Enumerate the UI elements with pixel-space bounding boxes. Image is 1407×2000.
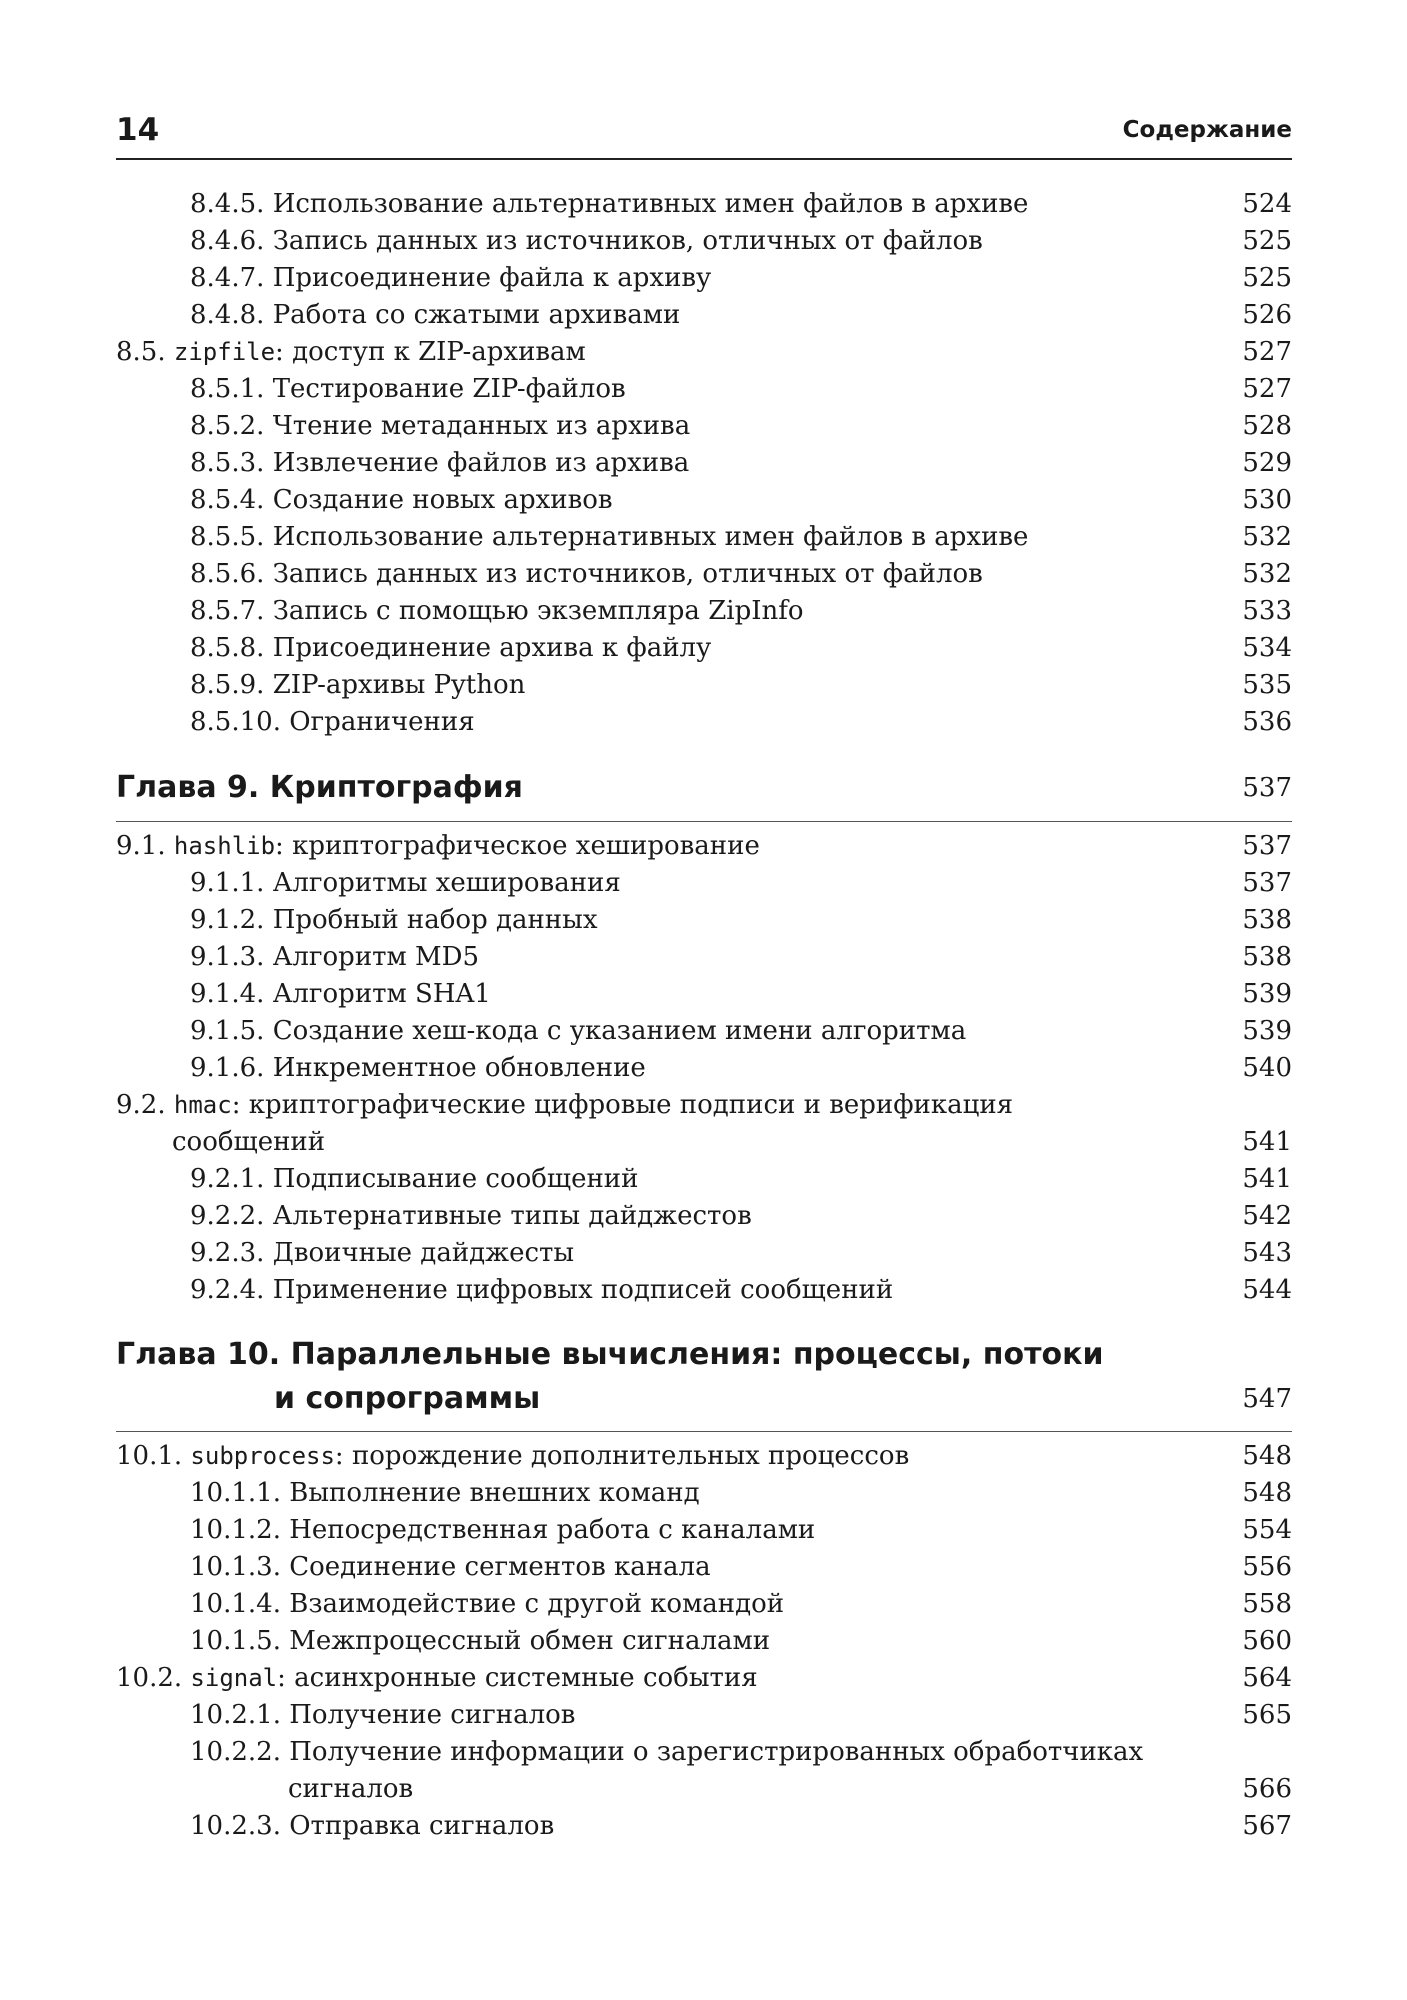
chapter-title-continuation: и сопрограммы <box>274 1381 541 1416</box>
toc-title: Получение сигналов <box>289 1700 576 1730</box>
toc-page-number: 548 <box>1242 1441 1292 1471</box>
toc-number: 9.2.2. <box>190 1201 265 1231</box>
toc-entry[interactable] <box>116 371 1292 408</box>
toc-page-number: 524 <box>1242 189 1292 219</box>
toc-page-number: 541 <box>1242 1164 1292 1194</box>
toc-page-number: 538 <box>1242 942 1292 972</box>
toc-entry[interactable] <box>116 1050 1292 1087</box>
toc-number: 8.5.3. <box>190 448 265 478</box>
toc-number: 10.1. <box>116 1441 183 1471</box>
toc-title: Взаимодействие с другой командой <box>289 1589 785 1619</box>
toc-number: 9.1.3. <box>190 942 265 972</box>
toc-entry[interactable] <box>116 1512 1292 1549</box>
toc-number: 10.1.5. <box>190 1626 281 1656</box>
toc-number: 10.2.3. <box>190 1811 281 1841</box>
chapter-title: Глава 9. Криптография <box>116 770 523 805</box>
toc-subsection-10-2-2[interactable] <box>116 1734 1292 1808</box>
toc-page-number: 527 <box>1242 374 1292 404</box>
toc-entry[interactable] <box>116 902 1292 939</box>
toc-entry[interactable] <box>116 519 1292 556</box>
toc-page-number: 527 <box>1242 337 1292 367</box>
toc-entry[interactable] <box>116 1475 1292 1512</box>
chapter-9-heading[interactable] <box>116 765 1292 811</box>
module-name: zipfile <box>173 338 276 366</box>
toc-title: Использование альтернативных имен файлов в архиве <box>272 522 1029 552</box>
toc-page-number: 525 <box>1242 263 1292 293</box>
toc-page-number: 528 <box>1242 411 1292 441</box>
chapter-title: Глава 10. Параллельные вычисления: процессы, потоки <box>116 1337 1104 1372</box>
toc-page-number: 554 <box>1242 1515 1292 1545</box>
toc-entry[interactable] <box>116 297 1292 334</box>
toc-page-number: 547 <box>1242 1384 1292 1414</box>
chapter-rule <box>116 1431 1292 1432</box>
toc-block <box>116 1161 1292 1309</box>
toc-title: Присоединение файла к архиву <box>272 263 712 293</box>
toc-page-number: 539 <box>1242 1016 1292 1046</box>
toc-block <box>116 1475 1292 1660</box>
toc-title: Чтение метаданных из архива <box>272 411 691 441</box>
toc-entry[interactable] <box>116 1161 1292 1198</box>
toc-number: 8.5. <box>116 337 166 367</box>
toc-entry[interactable] <box>116 223 1292 260</box>
toc-block <box>116 1808 1292 1845</box>
toc-number: 8.4.6. <box>190 226 265 256</box>
toc-title: : криптографическое хеширование <box>275 831 760 861</box>
toc-title: Альтернативные типы дайджестов <box>272 1201 752 1231</box>
toc-number: 10.1.4. <box>190 1589 281 1619</box>
toc-page-number: 535 <box>1242 670 1292 700</box>
module-name: signal <box>190 1664 278 1692</box>
toc-page-number: 526 <box>1242 300 1292 330</box>
toc-number: 10.1.2. <box>190 1515 281 1545</box>
toc-page-number: 532 <box>1242 559 1292 589</box>
toc-title: Запись с помощью экземпляра ZipInfo <box>272 596 804 626</box>
toc-title: Извлечение файлов из архива <box>272 448 690 478</box>
toc-title: : асинхронные системные события <box>277 1663 758 1693</box>
toc-number: 9.2.1. <box>190 1164 265 1194</box>
toc-page-number: 539 <box>1242 979 1292 1009</box>
toc-entry[interactable] <box>116 630 1292 667</box>
toc-number: 9.1.5. <box>190 1016 265 1046</box>
toc-title: Применение цифровых подписей сообщений <box>272 1275 894 1305</box>
toc-number: 8.5.4. <box>190 485 265 515</box>
toc-title: Алгоритм SHA1 <box>272 979 491 1009</box>
toc-title: Создание новых архивов <box>272 485 613 515</box>
toc-entry[interactable] <box>116 593 1292 630</box>
toc-entry[interactable] <box>116 1623 1292 1660</box>
toc-title: Запись данных из источников, отличных от файлов <box>272 226 983 256</box>
toc-title: Запись данных из источников, отличных от файлов <box>272 559 983 589</box>
toc-entry[interactable] <box>116 1198 1292 1235</box>
toc-number: 9.2.4. <box>190 1275 265 1305</box>
chapter-rule <box>116 821 1292 822</box>
toc-title: Алгоритм MD5 <box>272 942 480 972</box>
toc-number: 8.5.7. <box>190 596 265 626</box>
toc-entry[interactable] <box>116 1013 1292 1050</box>
toc-page-number: 540 <box>1242 1053 1292 1083</box>
toc-title: Соединение сегментов канала <box>289 1552 711 1582</box>
toc-number: 9.1.2. <box>190 905 265 935</box>
toc-page-number: 560 <box>1242 1626 1292 1656</box>
toc-page-number: 548 <box>1242 1478 1292 1508</box>
toc-entry[interactable] <box>116 1697 1292 1734</box>
toc-number: 8.5.5. <box>190 522 265 552</box>
toc-page-number: 537 <box>1242 831 1292 861</box>
toc-number: 8.5.10. <box>190 707 281 737</box>
toc-page-number: 544 <box>1242 1275 1292 1305</box>
toc-page-number: 536 <box>1242 707 1292 737</box>
toc-number: 8.5.2. <box>190 411 265 441</box>
toc-title: Межпроцессный обмен сигналами <box>289 1626 771 1656</box>
toc-number: 9.2.3. <box>190 1238 265 1268</box>
toc-title: Тестирование ZIP-файлов <box>272 374 626 404</box>
toc-page-number: 556 <box>1242 1552 1292 1582</box>
toc-entry[interactable] <box>116 865 1292 902</box>
chapter-10-heading[interactable] <box>116 1333 1292 1421</box>
toc-page-number: 538 <box>1242 905 1292 935</box>
toc-block <box>116 1697 1292 1734</box>
toc-entry[interactable] <box>116 704 1292 741</box>
toc-number: 9.1. <box>116 831 166 861</box>
toc-number: 9.1.1. <box>190 868 265 898</box>
toc-page-number: 533 <box>1242 596 1292 626</box>
toc-number: 9.2. <box>116 1090 166 1120</box>
toc-number: 8.4.5. <box>190 189 265 219</box>
toc-page-number: 537 <box>1242 868 1292 898</box>
toc-section-9-2[interactable] <box>116 1087 1292 1161</box>
toc-page-number: 558 <box>1242 1589 1292 1619</box>
module-name: hmac <box>173 1091 232 1119</box>
toc-page-number: 564 <box>1242 1663 1292 1693</box>
toc-entry[interactable] <box>116 667 1292 704</box>
toc-section-10-2[interactable] <box>116 1660 1292 1697</box>
toc-page-number: 534 <box>1242 633 1292 663</box>
toc-entry[interactable] <box>116 976 1292 1013</box>
toc-entry[interactable] <box>116 1272 1292 1309</box>
toc-entry[interactable] <box>116 1235 1292 1272</box>
toc-title: Получение информации о зарегистрированных обработчиках <box>289 1737 1144 1767</box>
toc-page-number: 567 <box>1242 1811 1292 1841</box>
toc-entry[interactable] <box>116 408 1292 445</box>
toc-title: Создание хеш-кода с указанием имени алгоритма <box>272 1016 967 1046</box>
toc-page-number: 565 <box>1242 1700 1292 1730</box>
toc-number: 8.5.1. <box>190 374 265 404</box>
toc-title-continuation: сигналов <box>288 1774 414 1804</box>
toc-block <box>116 186 1292 334</box>
toc-section-8-5[interactable] <box>116 334 1292 371</box>
toc-number: 10.2. <box>116 1663 183 1693</box>
toc-entry[interactable] <box>116 556 1292 593</box>
toc-number: 8.4.8. <box>190 300 265 330</box>
toc-title: Инкрементное обновление <box>272 1053 646 1083</box>
toc-title: Выполнение внешних команд <box>289 1478 700 1508</box>
running-head: Содержание <box>1122 117 1292 143</box>
toc-block <box>116 865 1292 1087</box>
toc-entry[interactable] <box>116 482 1292 519</box>
toc-entry[interactable] <box>116 260 1292 297</box>
toc-number: 8.5.9. <box>190 670 265 700</box>
toc-section-9-1[interactable] <box>116 828 1292 865</box>
toc-page-number: 530 <box>1242 485 1292 515</box>
toc-block <box>116 371 1292 741</box>
toc-page-number: 537 <box>1242 773 1292 803</box>
toc-title: Присоединение архива к файлу <box>272 633 712 663</box>
toc-title: Работа со сжатыми архивами <box>272 300 681 330</box>
toc-page-number: 543 <box>1242 1238 1292 1268</box>
toc-number: 10.1.3. <box>190 1552 281 1582</box>
toc-page-number: 525 <box>1242 226 1292 256</box>
page-header <box>116 108 1292 160</box>
toc-number: 8.5.8. <box>190 633 265 663</box>
page-number: 14 <box>116 112 160 148</box>
toc-title: Пробный набор данных <box>272 905 598 935</box>
toc-entry[interactable] <box>116 1808 1292 1845</box>
toc-number: 8.4.7. <box>190 263 265 293</box>
toc-title: ZIP-архивы Python <box>272 670 526 700</box>
table-of-contents <box>116 186 1292 1845</box>
toc-title: : доступ к ZIP-архивам <box>275 337 586 367</box>
toc-entry[interactable] <box>116 445 1292 482</box>
toc-page-number: 566 <box>1242 1774 1292 1804</box>
toc-number: 9.1.4. <box>190 979 265 1009</box>
toc-title: Непосредственная работа с каналами <box>289 1515 816 1545</box>
toc-title: Ограничения <box>289 707 475 737</box>
toc-entry[interactable] <box>116 1586 1292 1623</box>
module-name: subprocess <box>190 1442 335 1470</box>
toc-title: Алгоритмы хеширования <box>272 868 621 898</box>
toc-title: Использование альтернативных имен файлов в архиве <box>272 189 1029 219</box>
toc-number: 10.2.1. <box>190 1700 281 1730</box>
toc-title: : криптографические цифровые подписи и верификация <box>231 1090 1014 1120</box>
toc-title: Подписывание сообщений <box>272 1164 639 1194</box>
toc-title: : порождение дополнительных процессов <box>334 1441 910 1471</box>
toc-entry[interactable] <box>116 186 1292 223</box>
toc-number: 8.5.6. <box>190 559 265 589</box>
module-name: hashlib <box>173 832 276 860</box>
toc-title-continuation: сообщений <box>172 1127 326 1157</box>
toc-section-10-1[interactable] <box>116 1438 1292 1475</box>
toc-title: Двоичные дайджесты <box>272 1238 575 1268</box>
toc-number: 10.1.1. <box>190 1478 281 1508</box>
toc-number: 10.2.2. <box>190 1737 281 1767</box>
toc-page-number: 541 <box>1242 1127 1292 1157</box>
toc-page-number: 532 <box>1242 522 1292 552</box>
toc-entry[interactable] <box>116 939 1292 976</box>
toc-number: 9.1.6. <box>190 1053 265 1083</box>
toc-entry[interactable] <box>116 1549 1292 1586</box>
toc-title: Отправка сигналов <box>289 1811 555 1841</box>
toc-page-number: 542 <box>1242 1201 1292 1231</box>
toc-page-number: 529 <box>1242 448 1292 478</box>
